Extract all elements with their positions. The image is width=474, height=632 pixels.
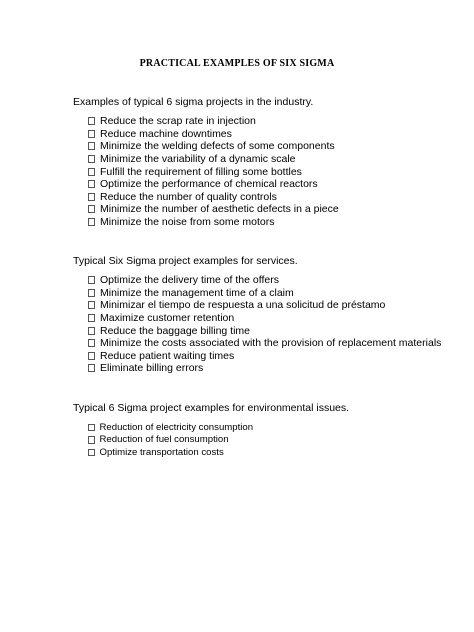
checkbox-icon (88, 193, 95, 201)
list-item: Optimize the performance of chemical reactors (88, 178, 339, 191)
industry-project-list (88, 115, 339, 228)
section-intro-services: Typical Six Sigma project examples for services. (73, 255, 298, 267)
checkbox-icon (88, 352, 95, 360)
checkbox-icon (88, 155, 95, 163)
services-project-list (88, 274, 441, 375)
checkbox-icon (88, 168, 95, 176)
section-intro-industry: Examples of typical 6 sigma projects in the industry. (73, 96, 314, 108)
list-item: Reduce the scrap rate in injection (88, 115, 339, 128)
checkbox-icon (88, 339, 95, 347)
checkbox-icon (88, 449, 95, 457)
list-item: Minimize the costs associated with the provision of replacement materials (88, 337, 441, 350)
checkbox-icon (88, 289, 95, 297)
list-item: Minimize the variability of a dynamic scale (88, 153, 339, 166)
list-item: Reduce the baggage billing time (88, 324, 441, 337)
list-item: Optimize the delivery time of the offers (88, 274, 441, 287)
list-item: Reduction of fuel consumption (88, 434, 253, 447)
checkbox-icon (88, 205, 95, 213)
list-item: Reduction of electricity consumption (88, 421, 253, 434)
list-item: Minimize the noise from some motors (88, 216, 339, 229)
checkbox-icon (88, 142, 95, 150)
list-item: Reduce the number of quality controls (88, 191, 339, 204)
checkbox-icon (88, 218, 95, 226)
checkbox-icon (88, 364, 95, 372)
checkbox-icon (88, 436, 95, 444)
list-item: Minimize the management time of a claim (88, 287, 441, 300)
list-item: Minimize the number of aesthetic defects in a piece (88, 203, 339, 216)
list-item: Reduce patient waiting times (88, 350, 441, 363)
checkbox-icon (88, 301, 95, 309)
section-intro-environment: Typical 6 Sigma project examples for environmental issues. (73, 402, 350, 414)
checkbox-icon (88, 117, 95, 125)
list-item: Reduce machine downtimes (88, 128, 339, 141)
checkbox-icon (88, 130, 95, 138)
checkbox-icon (88, 314, 95, 322)
checkbox-icon (88, 180, 95, 188)
environment-project-list (88, 421, 253, 459)
list-item: Optimize transportation costs (88, 446, 253, 459)
list-item: Eliminate billing errors (88, 362, 441, 375)
list-item: Minimize the welding defects of some components (88, 140, 339, 153)
checkbox-icon (88, 424, 95, 432)
checkbox-icon (88, 276, 95, 284)
list-item: Minimizar el tiempo de respuesta a una solicitud de préstamo (88, 299, 441, 312)
checkbox-icon (88, 327, 95, 335)
list-item: Fulfill the requirement of filling some bottles (88, 165, 339, 178)
list-item: Maximize customer retention (88, 312, 441, 325)
page-title: PRACTICAL EXAMPLES OF SIX SIGMA (139, 58, 335, 69)
